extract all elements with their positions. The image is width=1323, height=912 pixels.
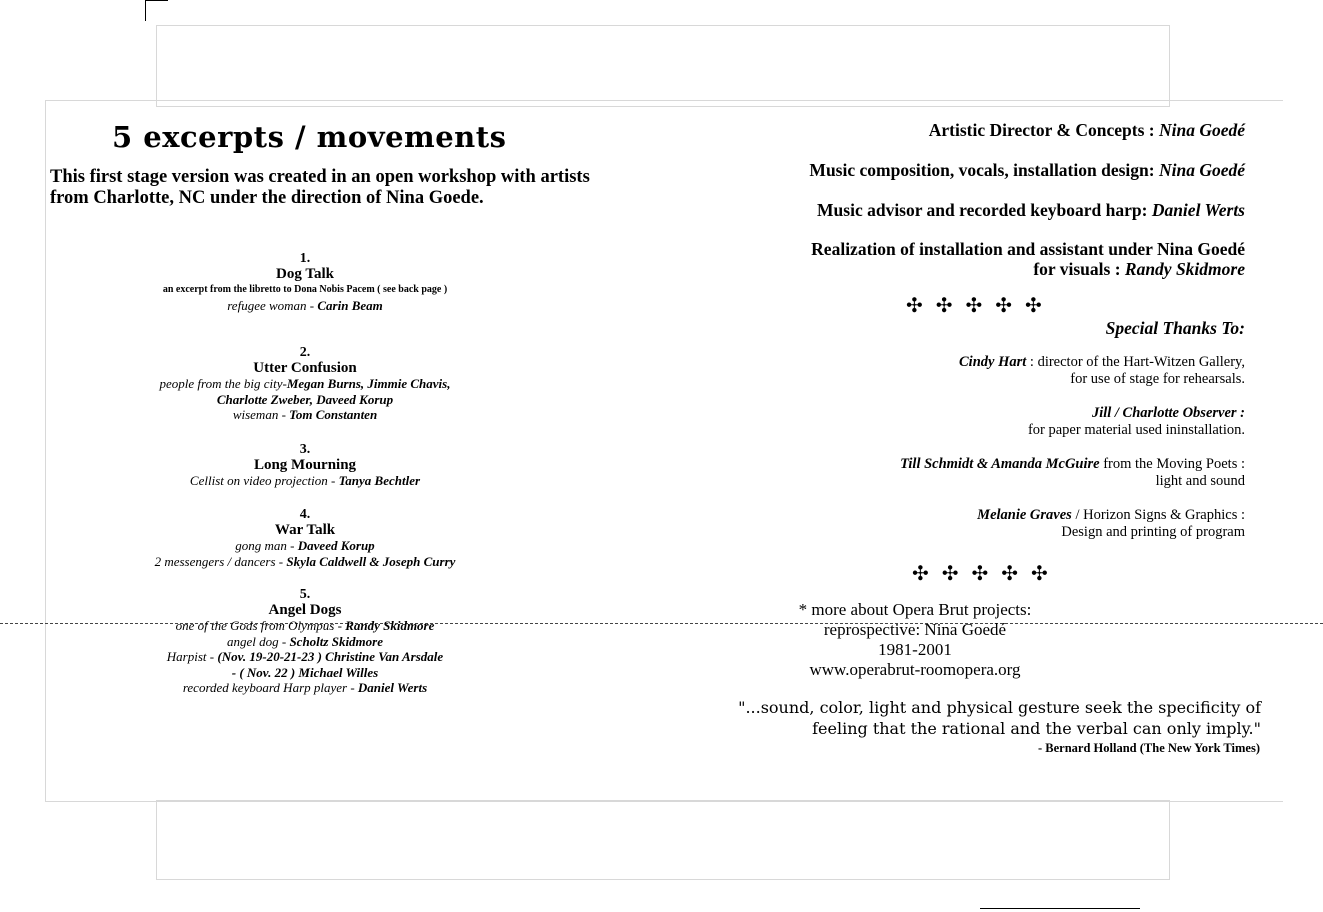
movement-number: 1. — [299, 251, 311, 266]
cast-name: Charlotte Zweber, Daveed Korup — [216, 391, 394, 407]
credit-name: Nina Goedé — [1158, 120, 1245, 140]
thanks-text: Design and printing of program — [1061, 524, 1245, 540]
quote-source: - Bernard Holland (The New York Times) — [1038, 741, 1260, 755]
more-info-line: reprospective: Nina Goedé — [823, 620, 1007, 639]
credit-role: Music advisor and recorded keyboard harp: — [817, 200, 1152, 220]
credit-name: Randy Skidmore — [1124, 259, 1245, 279]
credit-role: Realization of installation and assistant under Nina Goedé — [811, 239, 1245, 259]
thanks-text: from the Moving Poets : — [1099, 456, 1245, 472]
movement-name: War Talk — [274, 521, 336, 538]
cast-name: - ( Nov. 22 ) Michael Willes — [231, 664, 379, 680]
cast-name: Tom Constanten — [289, 407, 378, 422]
movement-3 — [80, 442, 530, 489]
movement-number: 5. — [299, 587, 311, 602]
credit-realization — [811, 239, 1245, 279]
movement-2 — [80, 345, 530, 423]
thanks-entry — [900, 456, 1245, 490]
quote-line: feeling that the rational and the verbal can only imply." — [812, 719, 1261, 738]
movement-name: Utter Confusion — [253, 359, 357, 376]
thanks-entry — [959, 354, 1245, 388]
ornament-divider: ✣ ✣ ✣ ✣ ✣ — [906, 295, 1046, 317]
bottom-panel-frame — [156, 800, 1170, 880]
credit-role: Artistic Director & Concepts : — [928, 120, 1159, 140]
credit-music-advisor — [817, 200, 1245, 220]
movement-number: 4. — [299, 507, 311, 522]
cast-name: Skyla Caldwell & Joseph Curry — [286, 553, 456, 569]
more-info-line: * more about Opera Brut projects: — [798, 600, 1032, 619]
credit-role: for visuals : — [1033, 259, 1125, 279]
credit-music-composition — [809, 160, 1245, 180]
cast-role: angel dog - — [226, 633, 290, 649]
thanks-name: Till Schmidt & Amanda McGuire — [900, 456, 1100, 472]
cast-name: Carin Beam — [317, 297, 383, 313]
thanks-name: Jill / Charlotte Observer : — [1091, 405, 1245, 421]
thanks-name: Melanie Graves — [977, 507, 1072, 523]
thanks-text: for use of stage for rehearsals. — [1070, 371, 1245, 387]
cast-name: Randy Skidmore — [345, 618, 435, 633]
cast-name: Megan Burns, Jimmie Chavis, — [286, 376, 451, 391]
movement-note: an excerpt from the libretto to Dona Nobis Pacem ( see back page ) — [162, 284, 448, 295]
movement-1 — [80, 251, 530, 313]
more-info-line: 1981-2001 — [878, 640, 952, 659]
thanks-entry — [977, 507, 1245, 541]
movement-name: Angel Dogs — [268, 601, 342, 618]
top-panel-frame — [156, 25, 1170, 107]
cast-role: Cellist on video projection - — [189, 473, 339, 488]
cast-role: people from the big city- — [159, 376, 287, 391]
cast-name: (Nov. 19-20-21-23 ) Christine Van Arsdale — [217, 649, 444, 664]
thanks-text: / Horizon Signs & Graphics : — [1071, 507, 1245, 523]
movement-5 — [80, 587, 530, 696]
ornament-divider: ✣ ✣ ✣ ✣ ✣ — [912, 563, 1052, 585]
cast-role: 2 messengers / dancers - — [154, 553, 287, 569]
thanks-text: : director of the Hart-Witzen Gallery, — [1026, 354, 1245, 370]
crop-mark — [145, 0, 168, 21]
cast-name: Daniel Werts — [357, 680, 428, 695]
movement-number: 2. — [299, 345, 311, 360]
thanks-name: Cindy Hart — [959, 354, 1027, 370]
cast-name: Tanya Bechtler — [338, 473, 421, 488]
credit-name: Daniel Werts — [1151, 200, 1245, 220]
thanks-text: light and sound — [1155, 473, 1245, 489]
thanks-entry — [1028, 405, 1245, 439]
cast-role: refugee woman - — [227, 297, 318, 313]
bottom-rule — [980, 908, 1140, 909]
cast-role: wiseman - — [232, 407, 290, 422]
thanks-text: for paper material used ininstallation. — [1027, 422, 1245, 438]
cast-role: Harpist - — [166, 649, 218, 664]
movement-4 — [80, 507, 530, 569]
more-info — [760, 600, 1070, 680]
cast-role: one of the Gods from Olympus - — [175, 618, 346, 633]
credit-name: Nina Goedé — [1158, 160, 1245, 180]
movement-name: Long Mourning — [253, 456, 357, 473]
cast-role: gong man - — [235, 538, 298, 553]
movement-number: 3. — [299, 442, 311, 457]
cast-role: recorded keyboard Harp player - — [182, 680, 358, 695]
page-title: 5 excerpts / movements — [112, 120, 507, 154]
special-thanks-heading: Special Thanks To: — [1105, 318, 1245, 338]
website-url: www.operabrut-roomopera.org — [809, 660, 1021, 679]
credit-role: Music composition, vocals, installation design: — [809, 160, 1159, 180]
credit-artistic-director — [929, 120, 1245, 140]
movement-name: Dog Talk — [276, 265, 334, 282]
cast-name: Scholtz Skidmore — [289, 633, 383, 649]
press-quote — [738, 697, 1261, 739]
intro-text: This first stage version was created in an open workshop with artists from Charlotte, NC under the direction of Nina Goede. — [50, 167, 590, 208]
quote-line: "...sound, color, light and physical gesture seek the specificity of — [738, 698, 1261, 717]
cast-name: Daveed Korup — [297, 538, 375, 553]
